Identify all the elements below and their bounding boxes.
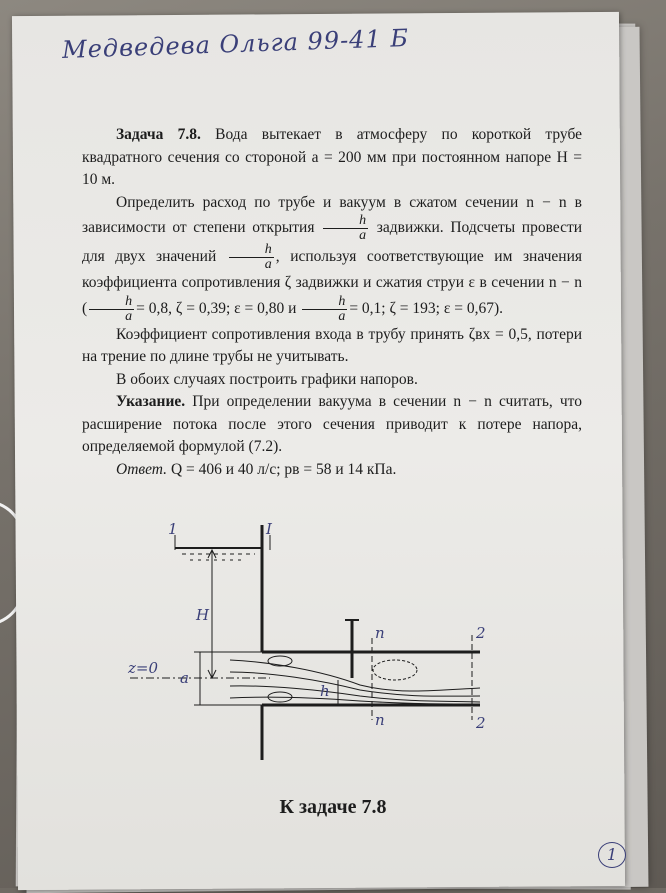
- fraction-h-a: $\frac{h}{a}$: [302, 295, 347, 324]
- task-text-a: Определить расход по трубе и вакуум в сжатом сечении n − n в зависимости от степени открытия: [82, 193, 582, 237]
- fraction-h-a: $\frac{h}{a}$: [89, 295, 134, 324]
- problem-answer: [82, 459, 582, 482]
- task-text-c: , используя соответствующие им значения коэффициента сопротивления ζ задвижки и сжатия струи ε в сечении n − n (: [82, 248, 583, 317]
- vortex-behind-gate: [373, 660, 417, 680]
- task-text-e: = 0,1; ζ = 193; ε = 0,67).: [349, 299, 503, 317]
- answer-text: Q = 406 и 40 л/с; pв = 58 и 14 кПа.: [170, 460, 397, 478]
- task-text-b: задвижки. Подсчеты провести для двух значений: [82, 219, 583, 266]
- problem-title: Задача 7.8.: [116, 126, 201, 143]
- problem-intro-text: Вода вытекает в атмосферу по короткой трубе квадратного сечения со стороной a = 200 мм при постоянном напоре H = 10 м.: [82, 126, 583, 188]
- problem-text: [82, 124, 582, 481]
- task-text-d: = 0,8, ζ = 0,39; ε = 0,80 и: [136, 299, 297, 317]
- problem-hint: [82, 391, 582, 459]
- hint-text: При определении вакуума в сечении n − n считать, что расширение потока после этого сечения приводит к потере напора, определяемой формулой (7.2).: [82, 393, 582, 455]
- label-H: H: [196, 606, 210, 624]
- problem-graphs: В обоих случаях построить графики напоров.: [116, 370, 418, 388]
- label-section-2-bottom: 2: [476, 714, 486, 732]
- label-section-1-right: I: [266, 520, 272, 538]
- problem-coefficient: Коэффициент сопротивления входа в трубу принять ζвх = 0,5, потери на трение по длине трубы не учитывать.: [82, 325, 582, 365]
- label-n-top: n: [375, 624, 385, 642]
- pipe-diagram: [120, 520, 520, 760]
- answer-label: Ответ.: [116, 460, 168, 478]
- figure-caption: К задаче 7.8: [279, 796, 387, 818]
- fraction-h-a: $\frac{h}{a}$: [323, 214, 368, 243]
- page-number: 1: [598, 842, 626, 868]
- label-n-bottom: n: [375, 711, 385, 729]
- label-h: h: [320, 682, 330, 700]
- label-section-2-top: 2: [476, 624, 486, 642]
- hint-label: Указание.: [116, 393, 186, 410]
- problem-task: [82, 192, 582, 324]
- streamline: [230, 697, 480, 704]
- label-a: a: [180, 669, 189, 687]
- streamline: [230, 672, 480, 696]
- vortex-top: [268, 656, 292, 666]
- handwritten-name: Медведева Ольга 99-41 Б: [61, 23, 410, 65]
- fraction-h-a: $\frac{h}{a}$: [229, 243, 274, 272]
- label-section-1: 1: [168, 520, 178, 538]
- problem-intro: [82, 124, 582, 192]
- label-z0: z=0: [128, 659, 159, 677]
